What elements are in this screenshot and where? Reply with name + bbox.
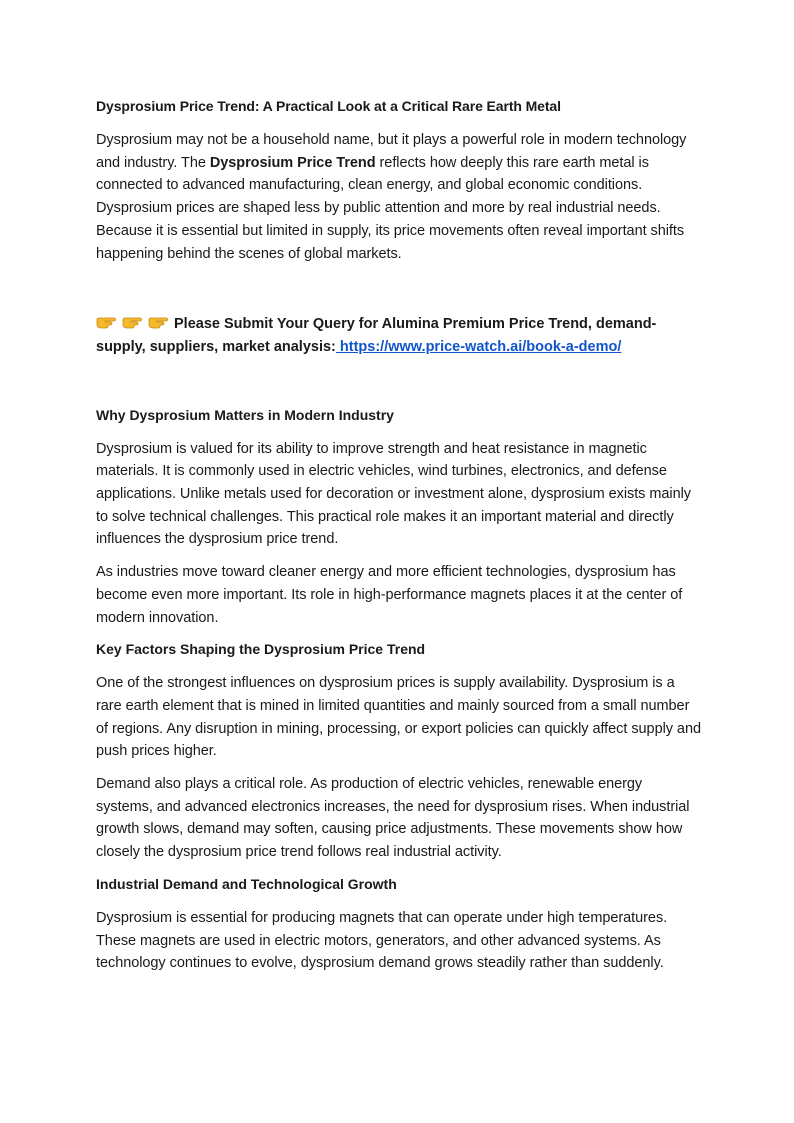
- intro-paragraph: [96, 129, 702, 265]
- section-heading: Why Dysprosium Matters in Modern Industry: [96, 406, 394, 423]
- section-paragraph: As industries move toward cleaner energy and more efficient technologies, dysprosium has become even more important. Its role in high-performance magnets places it at the center of modern innovation.: [96, 564, 683, 626]
- document-title: Dysprosium Price Trend: A Practical Look at a Critical Rare Earth Metal: [96, 98, 561, 114]
- cta-text: Please Submit Your Query for Alumina Premium Price Trend, demand-supply, suppliers, market analysis:: [96, 316, 657, 355]
- section-heading: Industrial Demand and Technological Growth: [96, 875, 397, 892]
- section-heading: Key Factors Shaping the Dysprosium Price Trend: [96, 641, 426, 658]
- pointing-hand-icon: [96, 314, 116, 330]
- section-paragraph: Dysprosium is valued for its ability to improve strength and heat resistance in magnetic materials. It is commonly used in electric vehicles, wind turbines, electronics, and defense applications. Unlike metals used for decoration or investment alone, dysprosium exists mainly to solve technical challenges. This practical role makes it an important material and directly influences the dysprosium price trend.: [96, 440, 691, 548]
- book-demo-link[interactable]: https://www.price-watch.ai/book-a-demo/: [335, 338, 622, 355]
- section-paragraph: Dysprosium is essential for producing magnets that can operate under high temperatures. These magnets are used in electric motors, generators, and other advanced systems. As technology continues to evolve, dysprosium demand grows steadily rather than suddenly.: [96, 909, 668, 972]
- document-page: [96, 96, 702, 985]
- pointing-hand-icon: [148, 314, 168, 330]
- cta-paragraph: [96, 313, 702, 358]
- pointing-hand-icon: [122, 314, 142, 330]
- section-paragraph: One of the strongest influences on dysprosium prices is supply availability. Dysprosium is a rare earth element that is mined in limited quantities and mainly sourced from a small number of regions. Any disruption in mining, processing, or export policies can quickly affect supply and push prices higher.: [96, 675, 701, 760]
- intro-text-2: reflects how deeply this rare earth metal is connected to advanced manufacturing, clean energy, and global economic conditions. Dysprosium prices are shaped less by public attention and more by real industrial needs. Because it is essential but limited in supply, its price movements often reveal important shifts happening behind the scenes of global markets.: [96, 154, 685, 262]
- intro-bold-term: Dysprosium Price Trend: [209, 154, 376, 171]
- intro-text-1: Dysprosium may not be a household name, but it plays a powerful role in modern technology and industry. The: [96, 132, 687, 171]
- section-paragraph: Demand also plays a critical role. As production of electric vehicles, renewable energy systems, and advanced electronics increases, the need for dysprosium rises. When industrial growth slows, demand may soften, causing price adjustments. These movements show how closely the dysprosium price trend follows real industrial activity.: [96, 776, 690, 861]
